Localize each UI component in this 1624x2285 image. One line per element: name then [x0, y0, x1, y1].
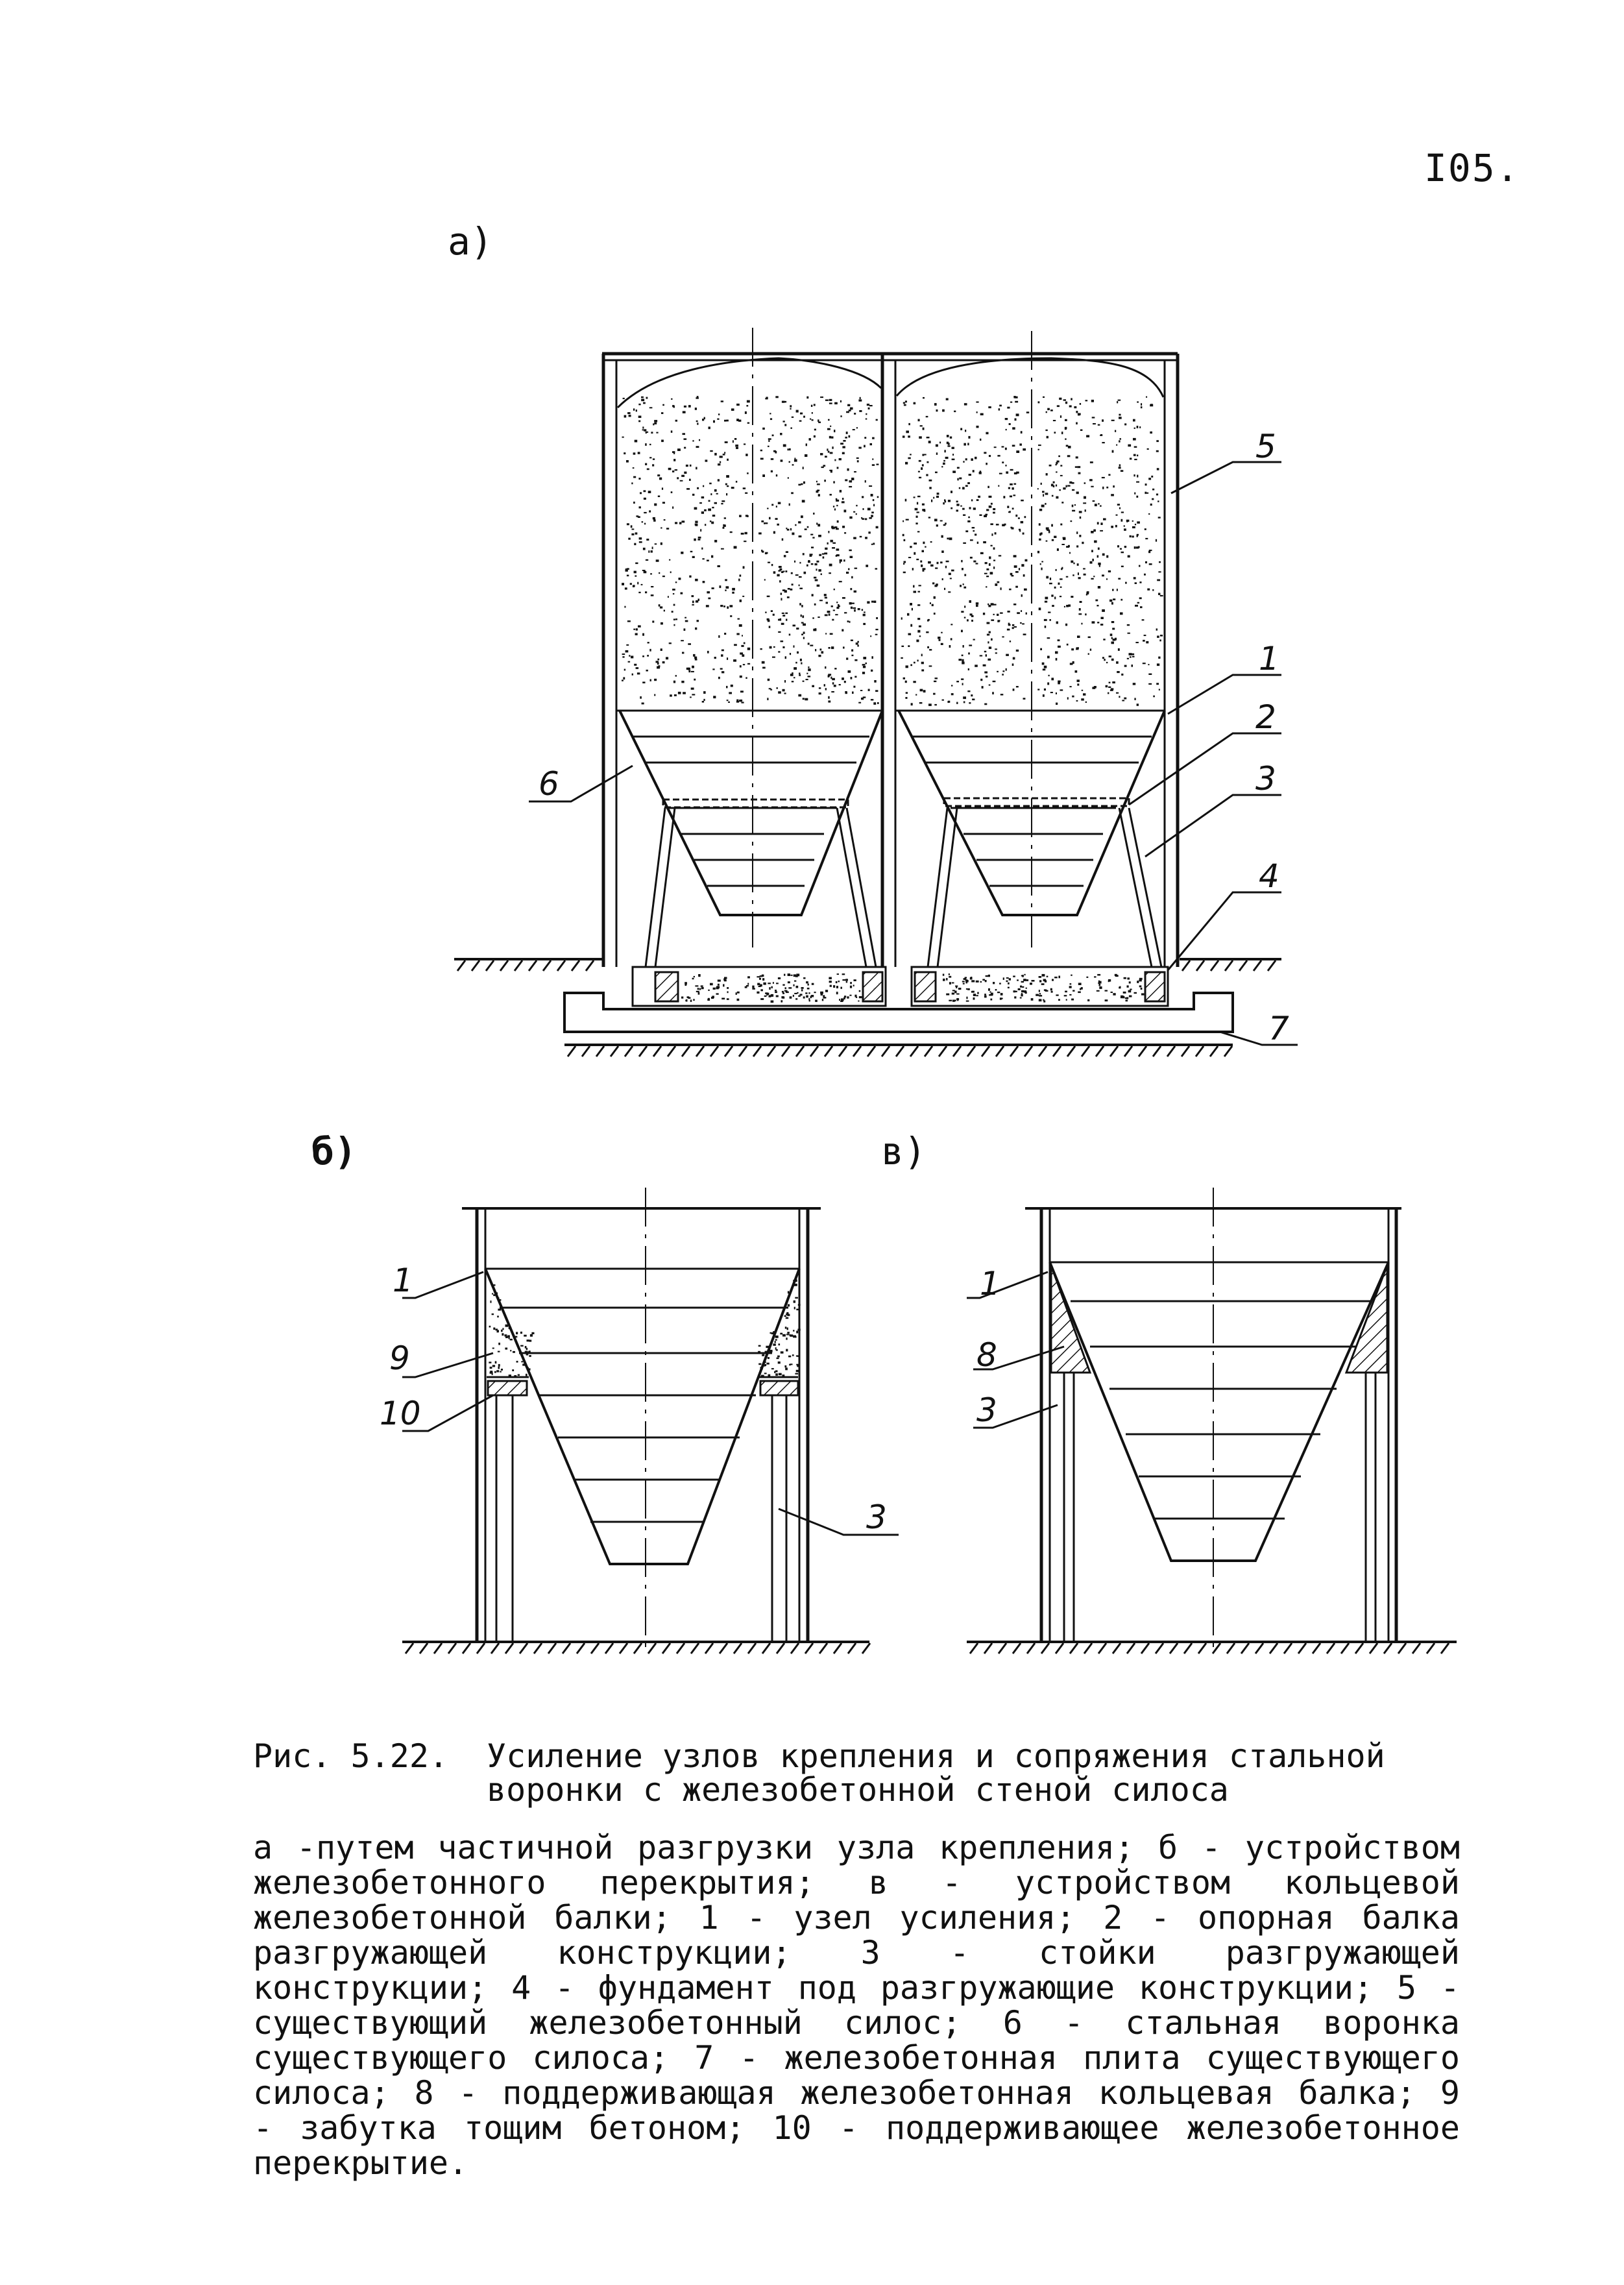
callout-b-9: 9 — [389, 1339, 410, 1377]
page-number: I05. — [1424, 146, 1520, 190]
callout-a-5: 5 — [1255, 428, 1276, 465]
callouts-panel-v — [976, 1265, 1000, 1429]
callout-a-3: 3 — [1255, 760, 1276, 798]
caption-title-line2: воронки с железобетонной стеной силоса — [487, 1771, 1229, 1809]
callout-a-4: 4 — [1259, 857, 1279, 895]
figure-caption-legend: а -путем частичной разгрузки узла крепления; б - устройством железобетонного перекрытия; в - устройством кольцевой железобетонной балки; 1 - узел усиления; 2 - опорная балка разгружающей конструкции; 3 - стойки разгружающей конструкции; 4 - фундамент под разгружающие конструкции; 5 - существующий железобетонный силос; 6 - стальная воронка существующего силоса; 7 - железобетонная плита существующего силоса; 8 - поддерживающая железобетонная кольцевая балка; 9 - забутка тощим бетоном; 10 - поддерживающее железобетонное перекрытие. — [253, 1829, 1460, 2182]
callout-v-8: 8 — [976, 1336, 997, 1374]
panel-b-drawing — [402, 1188, 899, 1648]
callout-a-2: 2 — [1255, 698, 1276, 736]
panel-a-drawing — [454, 328, 1298, 1045]
panel-v-drawing — [967, 1188, 1457, 1648]
callout-a-7: 7 — [1268, 1010, 1289, 1047]
lean-concrete-fill — [489, 1280, 801, 1378]
callout-a-1: 1 — [1259, 640, 1279, 678]
panel-label-a: а) — [448, 219, 493, 263]
figure-number: Рис. 5.22. — [253, 1737, 449, 1775]
callout-v-1: 1 — [980, 1265, 1000, 1302]
callout-b-10: 10 — [380, 1395, 421, 1432]
callout-b-1: 1 — [393, 1262, 413, 1299]
foundation-concrete-fill — [681, 973, 1144, 1003]
caption-title-line1: Усиление узлов крепления и сопряжения стальной — [487, 1737, 1385, 1775]
panel-label-b: б) — [311, 1129, 357, 1173]
callout-b-3: 3 — [866, 1498, 887, 1536]
granular-fill — [622, 396, 1163, 706]
callout-v-3: 3 — [976, 1391, 997, 1429]
figure-caption-title — [253, 1739, 1486, 1807]
panel-label-v: в) — [881, 1129, 927, 1173]
callout-a-6: 6 — [539, 765, 559, 803]
callouts-panel-b — [380, 1262, 887, 1536]
